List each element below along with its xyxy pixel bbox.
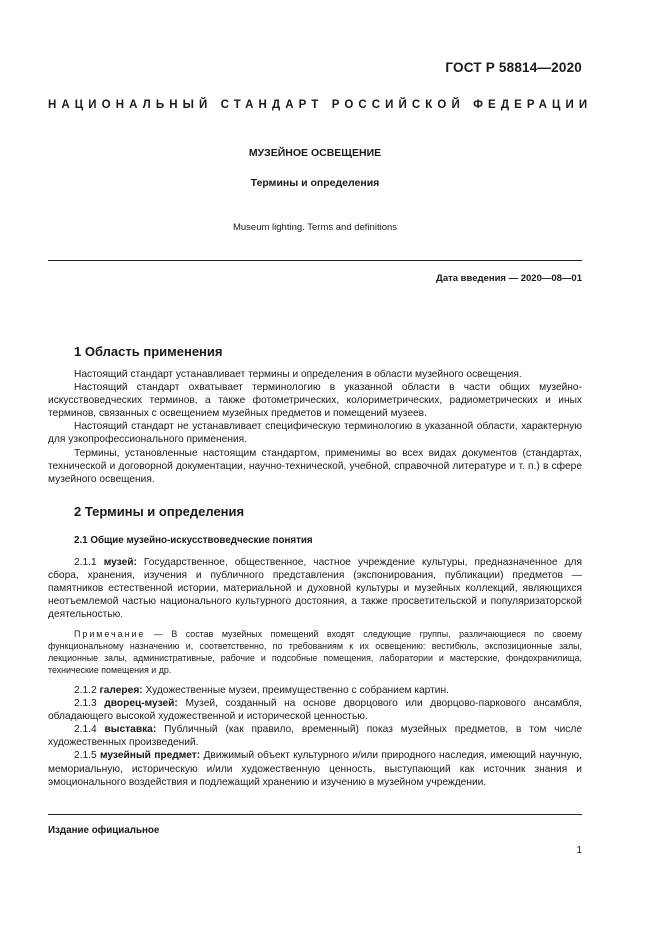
- term-name: галерея:: [99, 685, 143, 696]
- term-definition: Художественные музеи, преимущественно с собранием картин.: [145, 685, 449, 696]
- paragraph: Настоящий стандарт устанавливает термины и определения в области музейного освещения.: [74, 369, 522, 380]
- section-1-body: [48, 368, 582, 486]
- footer-divider: [48, 814, 582, 815]
- note-label: Примечание: [74, 629, 146, 639]
- term-name: выставка:: [104, 724, 157, 736]
- note-text: — В состав музейных помещений входят следующие группы, различающиеся по своему функциональному назначению и, соответственно, по требованиям к их освещению: вестибюль, экспозиционные залы, лекционные залы, административные, рабочие и подсобные помещения, лаборатории и мастерские, фондохранилища, технические помещения и др.: [48, 629, 582, 675]
- term-definition: Публичный (как правило, временный) показ музейных предметов, в том числе художественных произведений.: [48, 724, 582, 749]
- term-number: 2.1.1: [74, 557, 97, 568]
- document-title: МУЗЕЙНОЕ ОСВЕЩЕНИЕ: [248, 147, 382, 159]
- document-subtitle: Термины и определения: [250, 177, 380, 189]
- paragraph: Настоящий стандарт охватывает терминологию в указанной области в части общих музейно-искусствоведческих терминов, а также фотометрических, колориметрических, радиометрических и иных терминов, связанных с освещением музейных предметов и помещений музеев.: [48, 382, 582, 420]
- paragraph: Термины, установленные настоящим стандартом, применимы во всех видах документов (стандартах, технической и договорной документации, научно-технической, учебной, справочной литературе и т. п.) в сфере музейного освещения.: [48, 447, 582, 485]
- terms-2-1-2-to-2-1-5: [48, 684, 582, 789]
- term-2-1-5: [48, 749, 582, 788]
- term-2-1-2: [48, 684, 582, 697]
- term-number: 2.1.3: [74, 698, 97, 710]
- term-number: 2.1.4: [74, 724, 97, 736]
- term-definition: Музей, созданный на основе дворцового или дворцово-паркового ансамбля, обладающего высокой художественной и исторической ценностью.: [48, 698, 582, 723]
- term-2-1-1: [48, 556, 582, 621]
- section-2-1-heading: 2.1 Общие музейно-искусствоведческие понятия: [74, 535, 313, 546]
- english-title: Museum lighting. Terms and definitions: [232, 222, 398, 233]
- term-definition: Государственное, общественное, частное учреждение культуры, предназначенное для сбора, хранения, изучения и публичного представления (экспонирования, публикации) предметов — памятников естественной истории, материальной и духовной культуры и музейных коллекций, являющихся неотъемлемой частью национального культурного достояния, а также просветительской и популяризаторской деятельностью.: [48, 557, 582, 621]
- term-2-1-4: [48, 723, 582, 749]
- term-number: 2.1.2: [74, 685, 97, 696]
- note-block: [48, 628, 582, 676]
- gost-number: ГОСТ Р 58814—2020: [445, 60, 582, 75]
- term-2-1-3: [48, 697, 582, 723]
- term-name: музейный предмет:: [100, 750, 201, 762]
- term-number: 2.1.5: [74, 750, 97, 762]
- term-name: музей:: [103, 557, 137, 568]
- section-1-heading: 1 Область применения: [74, 344, 223, 359]
- page-number: 1: [576, 845, 582, 856]
- intro-date: Дата введения — 2020—08—01: [436, 273, 582, 284]
- edition-label: Издание официальное: [48, 825, 160, 836]
- paragraph: Настоящий стандарт не устанавливает специфическую терминологию в указанной области, характерную для узкопрофессионального применения.: [48, 421, 582, 446]
- term-name: дворец-музей:: [104, 698, 178, 710]
- term-definition: Движимый объект культурного и/или природного наследия, имеющий научную, мемориальную, историческую и/или художественную ценность, выступающий как источник знания и эмоционального воздействия и подлежащий хранению и изучению в музейном учреждении.: [48, 750, 582, 788]
- header-divider: [48, 260, 582, 261]
- national-standard-banner: НАЦИОНАЛЬНЫЙ СТАНДАРТ РОССИЙСКОЙ ФЕДЕРАЦИИ: [48, 99, 593, 111]
- section-2-heading: 2 Термины и определения: [74, 504, 245, 519]
